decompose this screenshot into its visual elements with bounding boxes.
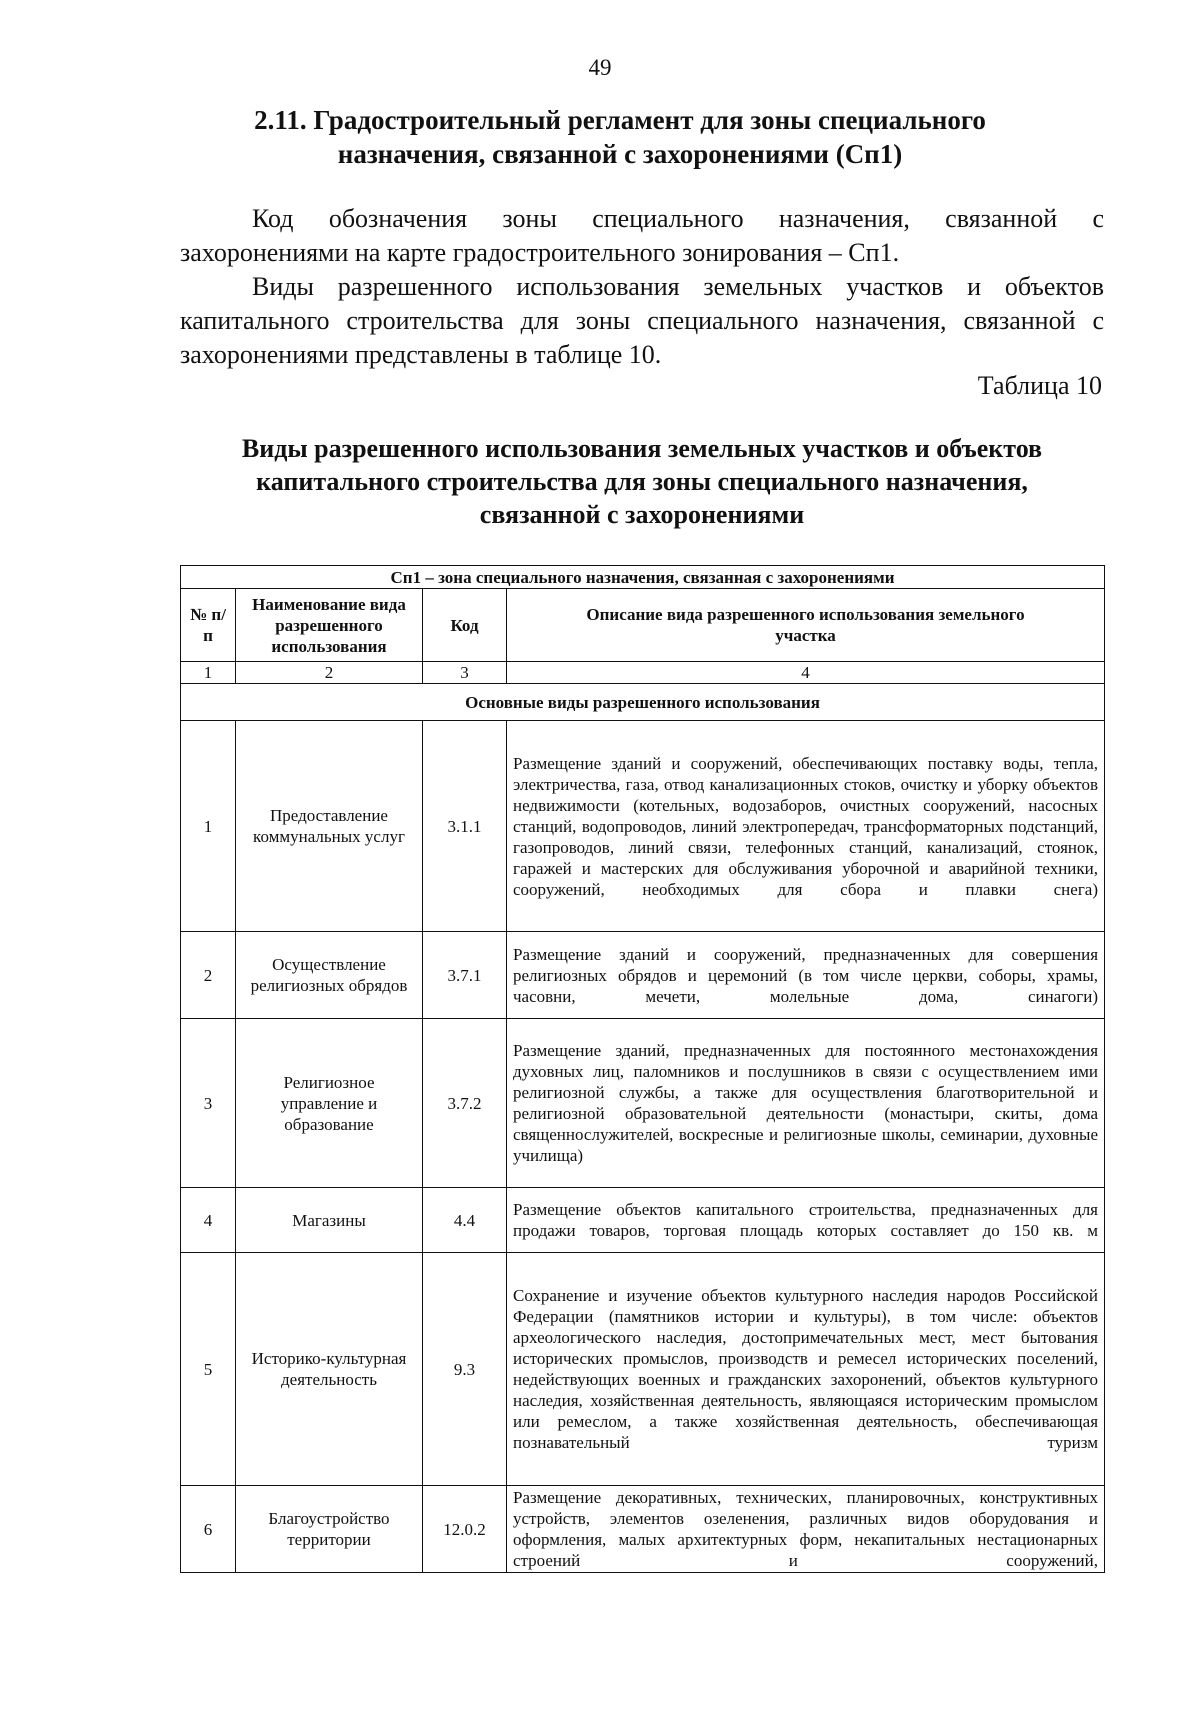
column-header-name: Наименование вида разрешенного использования (236, 589, 423, 662)
column-number-cell: 4 (507, 662, 1105, 684)
paragraph-1-text: Код обозначения зоны специального назначения, связанной с захоронениями на карте градостроительного зонирования – Сп1. (180, 204, 1104, 267)
section-header-row (181, 684, 1105, 721)
use-code: 12.0.2 (423, 1486, 507, 1573)
row-number: 5 (181, 1253, 236, 1486)
table-title-line-1: Виды разрешенного использования земельных участков и объектов (241, 434, 1043, 463)
use-description: Размещение зданий и сооружений, предназначенных для совершения религиозных обрядов и церемоний (в том числе церкви, соборы, храмы, часовни, мечети, молельные дома, синагоги) (507, 932, 1105, 1019)
section-header-cell: Основные виды разрешенного использования (181, 684, 1105, 721)
use-code: 9.3 (423, 1253, 507, 1486)
table-row (181, 1253, 1105, 1486)
section-title-line-1: 2.11. Градостроительный регламент для зоны специального (254, 105, 986, 135)
table-row (181, 932, 1105, 1019)
use-code: 3.1.1 (423, 721, 507, 932)
section-title (180, 103, 1060, 171)
table-row (181, 1188, 1105, 1253)
table-title (180, 432, 1104, 531)
row-number: 1 (181, 721, 236, 932)
column-header-description: Описание вида разрешенного использования земельного участка (507, 589, 1105, 662)
use-name: Религиозное управление и образование (236, 1019, 423, 1188)
column-number-cell: 1 (181, 662, 236, 684)
column-header-code: Код (423, 589, 507, 662)
use-code: 3.7.1 (423, 932, 507, 1019)
column-number-cell: 3 (423, 662, 507, 684)
use-code: 4.4 (423, 1188, 507, 1253)
column-header-number: № п/п (181, 589, 236, 662)
table-row (181, 721, 1105, 932)
use-name: Предоставление коммунальных услуг (236, 721, 423, 932)
zone-header-row (181, 566, 1105, 589)
use-name: Осуществление религиозных обрядов (236, 932, 423, 1019)
row-number: 2 (181, 932, 236, 1019)
paragraph-2-text: Виды разрешенного использования земельных участков и объектов капитального строительства для зоны специального назначения, связанной с захоронениями представлены в таблице 10. (180, 272, 1104, 369)
column-header-row (181, 589, 1105, 662)
use-description: Размещение зданий, предназначенных для постоянного местонахождения духовных лиц, паломников и послушников в связи с осуществлением ими религиозной службы, а также для осуществления благотворительной и религиозной образовательной деятельности (монастыри, скиты, дома священнослужителей, воскресные и религиозные школы, семинарии, духовные училища) (507, 1019, 1105, 1188)
column-numbers-row (181, 662, 1105, 684)
use-code: 3.7.2 (423, 1019, 507, 1188)
table-title-line-2: капитального строительства для зоны специального назначения, (256, 467, 1028, 496)
use-description: Сохранение и изучение объектов культурного наследия народов Российской Федерации (памятников истории и культуры), в том числе: объектов археологического наследия, достопримечательных мест, мест бытования исторических промыслов, производств и ремесел исторических поселений, недействующих военных и гражданских захоронений, объектов культурного наследия, хозяйственная деятельность, являющаяся историческим промыслом или ремеслом, а также хозяйственная деятельность, обеспечивающая познавательный туризм (507, 1253, 1105, 1486)
section-title-line-2: назначения, связанной с захоронениями (Сп1) (337, 139, 903, 169)
column-number-cell: 2 (236, 662, 423, 684)
use-description: Размещение объектов капитального строительства, предназначенных для продажи товаров, торговая площадь которых составляет до 150 кв. м (507, 1188, 1105, 1253)
regulation-table (180, 565, 1105, 1573)
paragraph-table-reference (180, 270, 1104, 372)
table-row (181, 1486, 1105, 1573)
page-number: 49 (588, 55, 612, 80)
use-description: Размещение декоративных, технических, планировочных, конструктивных устройств, элементов озеленения, различных видов оборудования и оформления, малых архитектурных форм, некапитальных нестационарных строений и сооружений, (507, 1486, 1105, 1573)
table-label: Таблица 10 (977, 371, 1102, 400)
row-number: 6 (181, 1486, 236, 1573)
use-description: Размещение зданий и сооружений, обеспечивающих поставку воды, тепла, электричества, газа, отвод канализационных стоков, очистку и уборку объектов недвижимости (котельных, водозаборов, очистных сооружений, насосных станций, водопроводов, линий электропередач, трансформаторных подстанций, газопроводов, линий связи, телефонных станций, канализаций, стоянок, гаражей и мастерских для обслуживания уборочной и аварийной техники, сооружений, необходимых для сбора и плавки снега) (507, 721, 1105, 932)
table-row (181, 1019, 1105, 1188)
row-number: 4 (181, 1188, 236, 1253)
paragraph-zone-code (180, 202, 1104, 270)
zone-header-cell: Сп1 – зона специального назначения, связанная с захоронениями (181, 566, 1105, 589)
use-name: Благоустройство территории (236, 1486, 423, 1573)
use-name: Историко-культурная деятельность (236, 1253, 423, 1486)
use-name: Магазины (236, 1188, 423, 1253)
table-title-line-3: связанной с захоронениями (479, 500, 805, 529)
row-number: 3 (181, 1019, 236, 1188)
